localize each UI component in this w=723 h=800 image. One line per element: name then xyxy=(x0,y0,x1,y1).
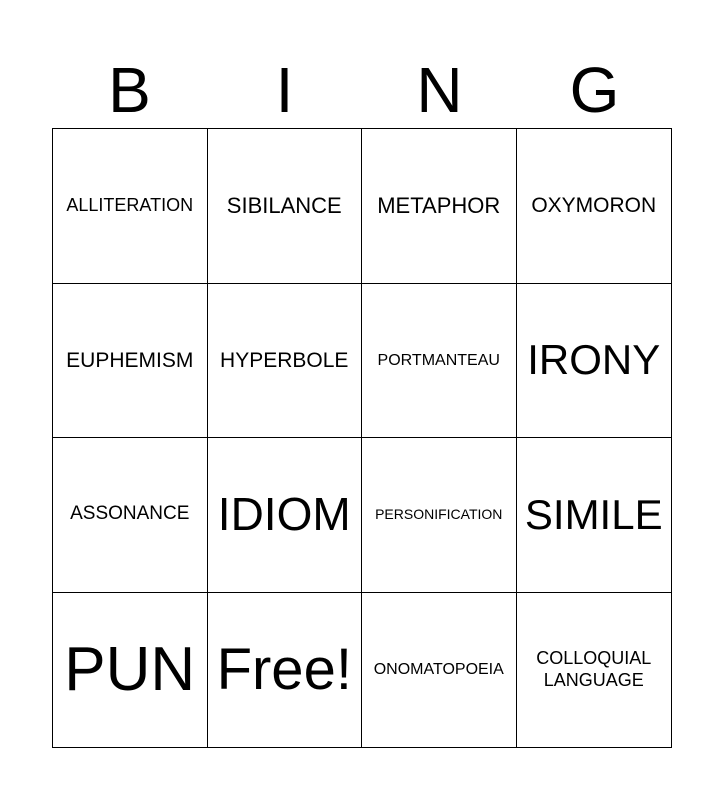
bingo-cell[interactable] xyxy=(517,438,672,593)
bingo-cell[interactable] xyxy=(362,438,517,593)
cell-label: SIBILANCE xyxy=(226,192,342,218)
cell-label: PORTMANTEAU xyxy=(377,351,500,369)
bingo-header xyxy=(52,52,672,128)
cell-label: PUN xyxy=(64,634,196,704)
bingo-cell[interactable] xyxy=(208,284,363,439)
bingo-cell[interactable] xyxy=(53,129,208,284)
cell-label: IRONY xyxy=(527,336,661,384)
cell-label: ALLITERATION xyxy=(66,194,194,215)
bingo-cell[interactable] xyxy=(53,593,208,748)
cell-label-free: Free! xyxy=(216,636,352,702)
bingo-cell-free[interactable] xyxy=(208,593,363,748)
bingo-cell[interactable] xyxy=(517,284,672,439)
cell-label: PERSONIFICATION xyxy=(375,506,503,523)
header-letter-i: I xyxy=(275,54,294,126)
bingo-cell[interactable] xyxy=(208,129,363,284)
bingo-cell[interactable] xyxy=(517,593,672,748)
header-letter-b: B xyxy=(108,54,151,126)
cell-label: HYPERBOLE xyxy=(220,348,349,372)
bingo-cell[interactable] xyxy=(362,593,517,748)
header-letter-n: N xyxy=(416,54,463,126)
bingo-cell[interactable] xyxy=(362,129,517,284)
cell-label: COLLOQUIAL LANGUAGE xyxy=(536,648,652,690)
cell-label: OXYMORON xyxy=(531,194,657,218)
cell-label: METAPHOR xyxy=(377,192,501,218)
bingo-cell[interactable] xyxy=(53,284,208,439)
bingo-cell[interactable] xyxy=(53,438,208,593)
cell-label: EUPHEMISM xyxy=(66,348,194,372)
bingo-board xyxy=(52,128,672,748)
bingo-cell[interactable] xyxy=(517,129,672,284)
header-letter-g: G xyxy=(569,54,620,126)
cell-label: ONOMATOPOEIA xyxy=(373,661,504,679)
bingo-cell[interactable] xyxy=(208,438,363,593)
cell-label: ASSONANCE xyxy=(70,503,190,525)
cell-label: SIMILE xyxy=(524,490,663,538)
bingo-cell[interactable] xyxy=(362,284,517,439)
cell-label: IDIOM xyxy=(217,488,351,541)
